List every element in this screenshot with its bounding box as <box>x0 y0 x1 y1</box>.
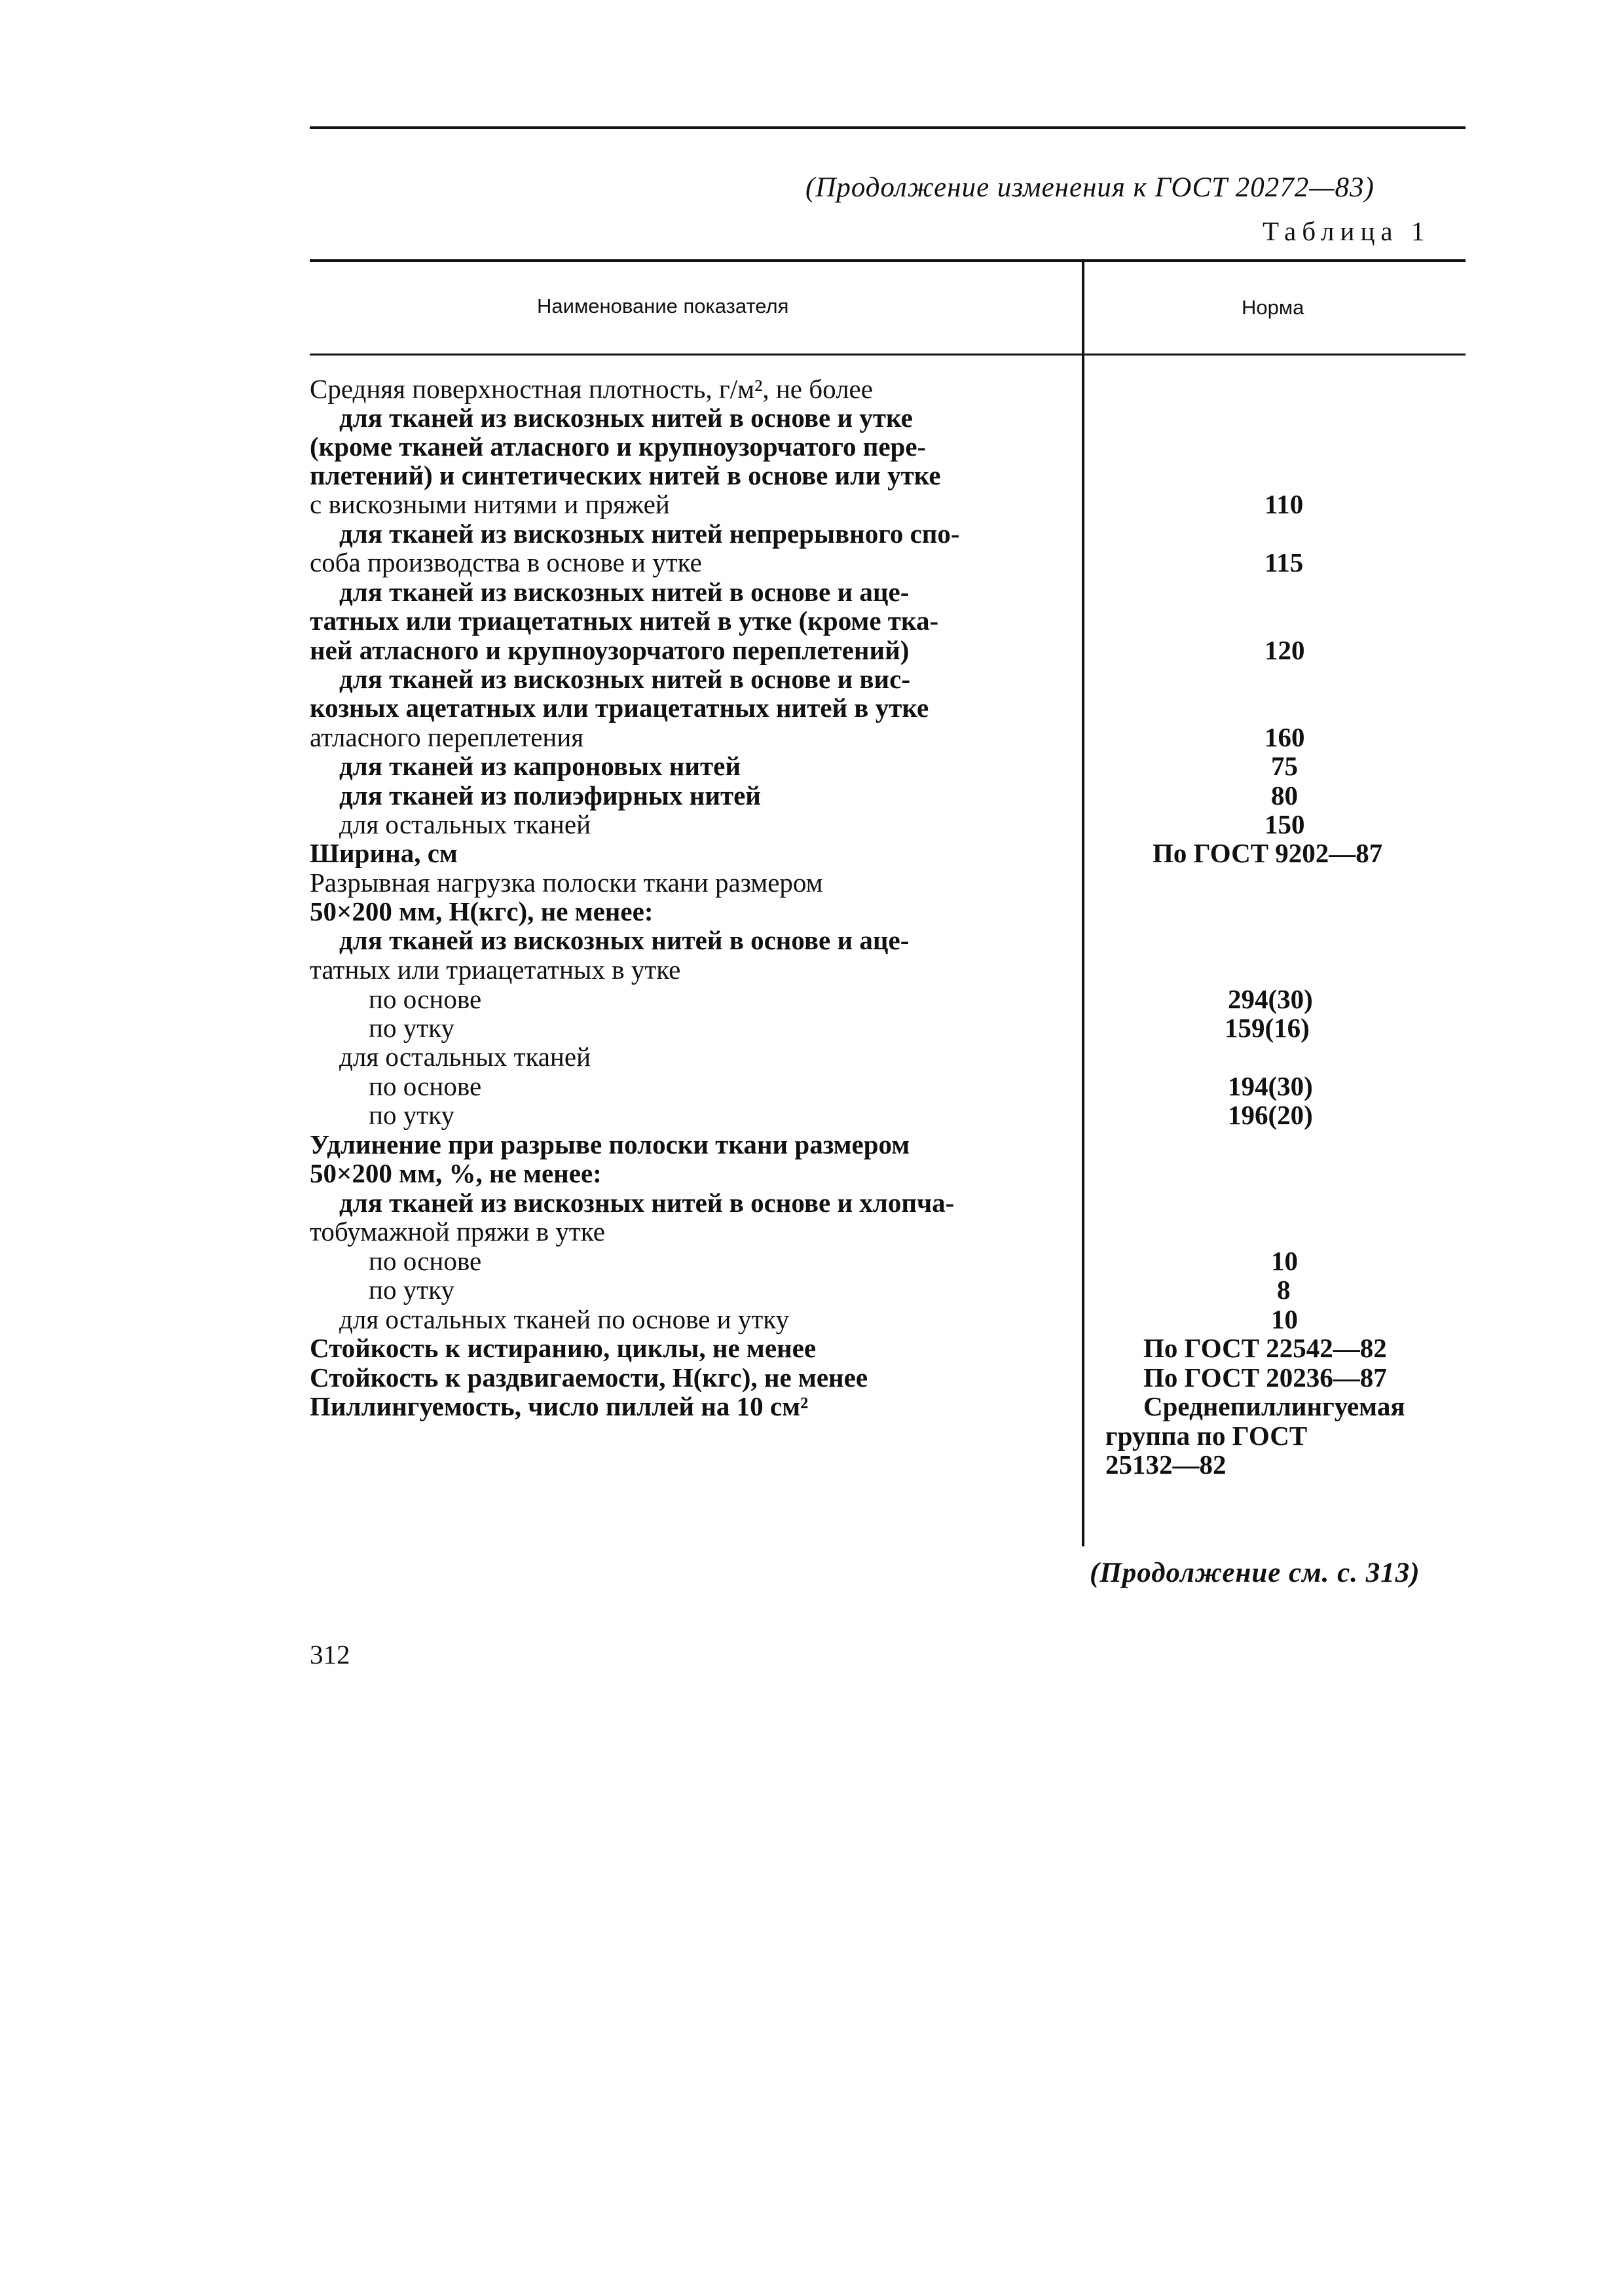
norm-value: 294(30) <box>1228 984 1313 1014</box>
indicator-line: татных или триацетатных нитей в утке (кроме тка- <box>310 606 939 636</box>
indicator-line: Стойкость к раздвигаемости, Н(кгс), не менее <box>310 1362 868 1393</box>
page-number: 312 <box>310 1639 350 1669</box>
column-header-norm: Норма <box>1242 296 1304 319</box>
indicator-line: соба производства в основе и утке <box>310 547 702 577</box>
norm-value: По ГОСТ 20236—87 <box>1143 1362 1387 1393</box>
header-bottom-rule <box>310 354 1466 355</box>
norm-value: По ГОСТ 9202—87 <box>1153 838 1383 868</box>
table-top-rule <box>310 259 1466 262</box>
indicator-line: ней атласного и крупноузорчатого переплетений) <box>310 635 910 665</box>
norm-value: 75 <box>1271 751 1298 781</box>
continuation-footer: (Продолжение см. с. 313) <box>1090 1558 1420 1588</box>
table-label: Таблица 1 <box>1263 216 1431 246</box>
indicator-line: по основе <box>369 984 482 1014</box>
top-rule <box>310 126 1466 129</box>
indicator-line: 50×200 мм, Н(кгс), не менее: <box>310 896 654 926</box>
indicator-line: Ширина, см <box>310 838 458 868</box>
indicator-line: по основе <box>369 1071 482 1101</box>
norm-value: 115 <box>1264 547 1304 577</box>
indicator-line: по утку <box>369 1100 454 1130</box>
indicator-line: для тканей из вискозных нитей в основе и аце- <box>339 577 910 607</box>
indicator-line: по утку <box>369 1013 454 1043</box>
indicator-line: для тканей из вискозных нитей непрерывного спо- <box>339 519 960 549</box>
indicator-line: Средняя поверхностная плотность, г/м², не более <box>310 374 873 404</box>
indicator-line: плетений) и синтетических нитей в основе или утке <box>310 460 941 490</box>
norm-value: 8 <box>1277 1275 1291 1305</box>
indicator-line: Удлинение при разрыве полоски ткани размером <box>310 1129 910 1159</box>
norm-value: 194(30) <box>1228 1071 1313 1101</box>
norm-value: группа по ГОСТ <box>1105 1421 1308 1451</box>
norm-value: 10 <box>1271 1304 1298 1334</box>
indicator-line: для тканей из вискозных нитей в основе и аце- <box>339 925 910 955</box>
column-header-indicator: Наименование показателя <box>537 295 789 318</box>
indicator-line: татных или триацетатных в утке <box>310 955 681 985</box>
indicator-line: тобумажной пряжи в утке <box>310 1216 605 1247</box>
indicator-line: для остальных тканей <box>339 809 591 839</box>
indicator-line: по основе <box>369 1246 482 1276</box>
indicator-line: с вискозными нитями и пряжей <box>310 489 670 519</box>
indicator-line: для тканей из вискозных нитей в основе и вис- <box>339 664 910 694</box>
indicator-line: для тканей из вискозных нитей в основе и утке <box>339 403 913 433</box>
indicator-line: для тканей из капроновых нитей <box>339 751 741 781</box>
norm-value: 160 <box>1264 722 1305 752</box>
indicator-line: для остальных тканей по основе и утку <box>339 1304 790 1334</box>
indicator-line: козных ацетатных или триацетатных нитей в утке <box>310 693 929 723</box>
norm-value: По ГОСТ 22542—82 <box>1143 1333 1387 1363</box>
indicator-line: по утку <box>369 1275 454 1305</box>
indicator-line: Разрывная нагрузка полоски ткани размером <box>310 867 823 898</box>
norm-value: 150 <box>1264 809 1305 839</box>
column-divider <box>1082 262 1084 1546</box>
indicator-line: для остальных тканей <box>339 1042 591 1072</box>
indicator-line: Стойкость к истиранию, циклы, не менее <box>310 1333 817 1363</box>
indicator-line: (кроме тканей атласного и крупноузорчатого пере- <box>310 431 927 462</box>
indicator-line: 50×200 мм, %, не менее: <box>310 1158 602 1188</box>
norm-value: 110 <box>1264 489 1304 519</box>
norm-value: Среднепиллингуемая <box>1143 1391 1405 1421</box>
continuation-header: (Продолжение изменения к ГОСТ 20272—83) <box>805 172 1375 203</box>
norm-value: 159(16) <box>1225 1013 1310 1043</box>
indicator-line: для тканей из полиэфирных нитей <box>339 780 761 811</box>
norm-value: 10 <box>1271 1246 1298 1276</box>
norm-value: 196(20) <box>1228 1100 1313 1130</box>
indicator-line: Пиллингуемость, число пиллей на 10 см² <box>310 1391 809 1421</box>
norm-value: 25132—82 <box>1105 1449 1227 1480</box>
indicator-line: атласного переплетения <box>310 722 584 752</box>
norm-value: 80 <box>1271 780 1298 811</box>
indicator-line: для тканей из вискозных нитей в основе и хлопча- <box>339 1188 955 1218</box>
norm-value: 120 <box>1264 635 1305 665</box>
